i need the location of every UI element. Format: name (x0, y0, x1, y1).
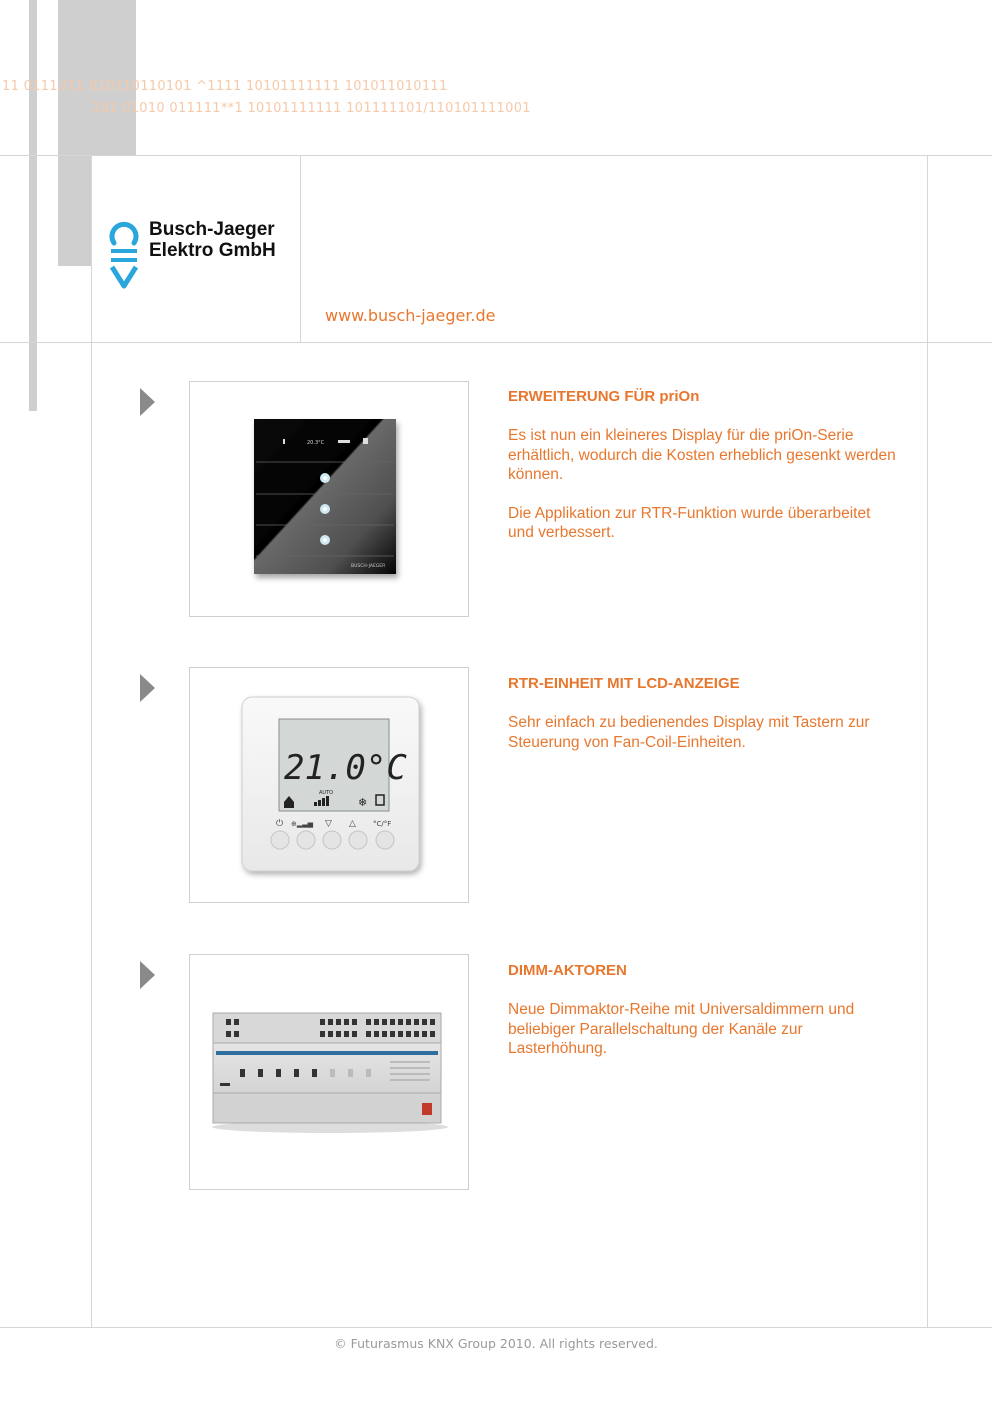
svg-text:⊕▂▃▅: ⊕▂▃▅ (291, 820, 314, 828)
bullet-arrow-icon (140, 961, 155, 989)
header-divider-rule (300, 155, 301, 342)
website-link[interactable]: www.busch-jaeger.de (325, 306, 496, 325)
content-left-rule (91, 155, 92, 1327)
header-accent-bar (58, 0, 136, 155)
feature-title: ERWEITERUNG FÜR priOn (508, 388, 700, 405)
feature-description (508, 1000, 900, 1078)
binary-decoration-line-1: 11 0111//11 010110110101 ^1111 10101111111 101011010111 (2, 79, 448, 94)
busch-jaeger-logo-icon (108, 218, 140, 290)
company-name (149, 219, 276, 261)
prion-display-panel-image (190, 382, 468, 616)
company-name-line-1: Busch-Jaeger (149, 219, 275, 240)
header-accent-bar-lower (58, 155, 91, 266)
rtr-thermostat-image (190, 668, 468, 902)
side-accent-line (29, 0, 37, 411)
lcd-temperature: 21.0°C (284, 748, 407, 788)
feature-title: DIMM-AKTOREN (508, 962, 627, 979)
product-image-dimm-aktoren (189, 954, 469, 1190)
dimming-actuator-image (190, 955, 468, 1189)
bullet-arrow-icon (140, 674, 155, 702)
svg-text:❄: ❄ (358, 796, 368, 809)
feature-title: RTR-EINHEIT MIT LCD-ANZEIGE (508, 675, 740, 692)
lcd-mode-label: AUTO (319, 790, 334, 796)
svg-text:△: △ (349, 819, 356, 829)
svg-text:⏻: ⏻ (276, 819, 284, 829)
product-image-rtr-unit (189, 667, 469, 903)
prion-brand-label: BUSCH-JAEGER (351, 564, 386, 569)
header-top-rule (0, 155, 992, 156)
feature-description (508, 713, 900, 771)
prion-display-temp: 20.3°C (307, 440, 325, 446)
content-right-rule (927, 155, 928, 1327)
copyright-notice: © Futurasmus KNX Group 2010. All rights reserved. (334, 1336, 658, 1351)
feature-paragraph: Sehr einfach zu bedienendes Display mit Tastern zur Steuerung von Fan-Coil-Einheiten. (508, 714, 870, 751)
footer-rule (0, 1327, 992, 1328)
feature-paragraph: Neue Dimmaktor-Reihe mit Universaldimmern und beliebiger Parallelschaltung der Kanäle zur Lasterhöhung. (508, 1001, 855, 1057)
feature-description (508, 426, 900, 562)
svg-text:▽: ▽ (325, 819, 332, 829)
feature-paragraph: Es ist nun ein kleineres Display für die priOn-Serie erhältlich, wodurch die Kosten erheblich gesenkt werden können. (508, 427, 896, 483)
product-image-prion-display (189, 381, 469, 617)
company-name-line-2: Elektro GmbH (149, 240, 276, 261)
header-bottom-rule (0, 342, 992, 343)
feature-paragraph: Die Applikation zur RTR-Funktion wurde überarbeitet und verbessert. (508, 504, 871, 541)
unit-toggle-label: °C/°F (373, 820, 392, 828)
binary-decoration-line-2: 101 01010 011111**1 10101111111 101111101/110101111001 (92, 101, 531, 116)
bullet-arrow-icon (140, 388, 155, 416)
